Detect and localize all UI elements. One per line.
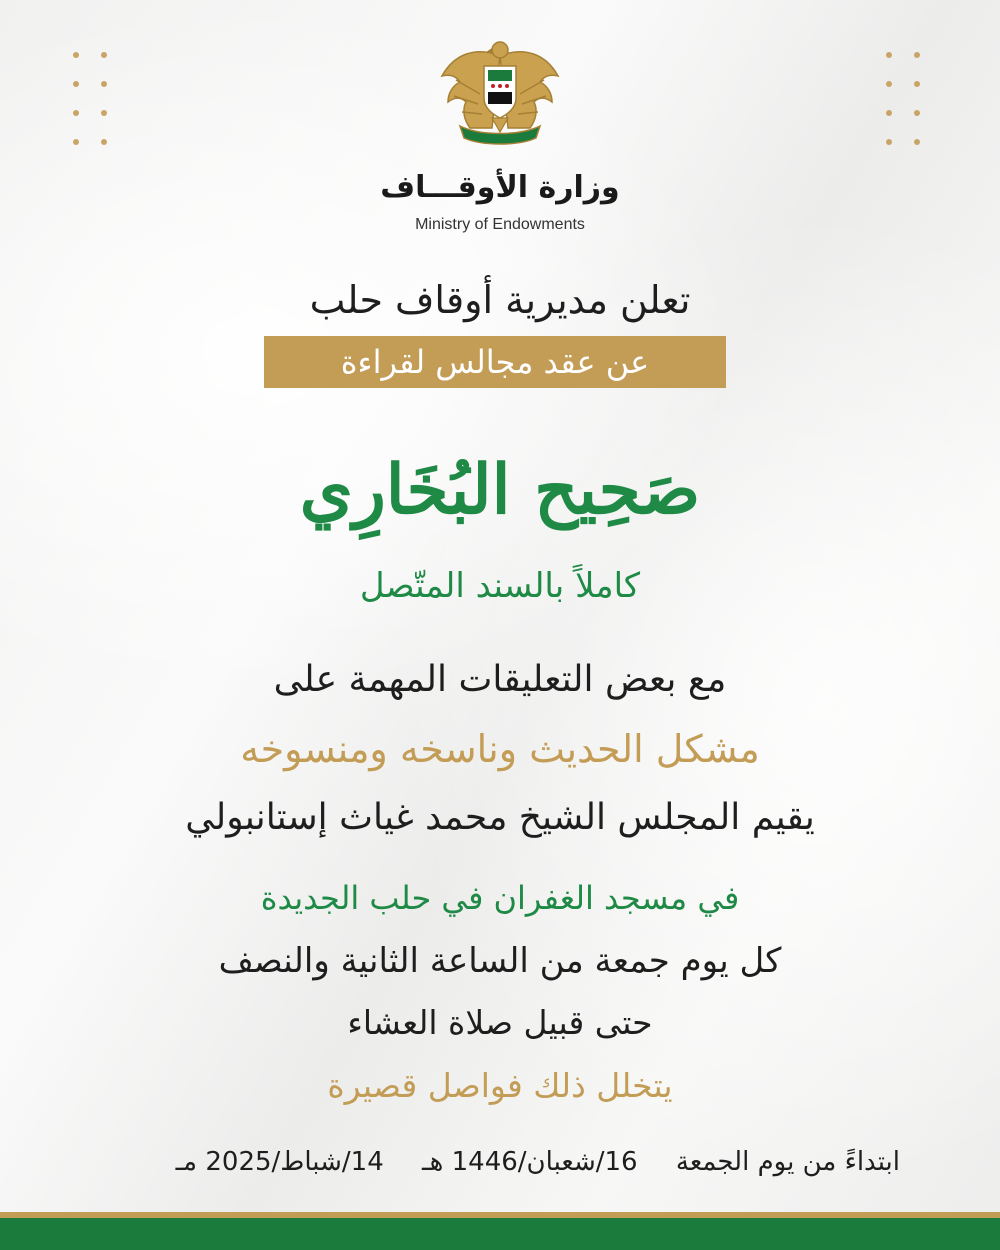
banner-text: عن عقد مجالس لقراءة	[340, 343, 650, 381]
book-subtitle: كاملاً بالسند المتّصل	[359, 566, 641, 606]
decorative-dots-left	[73, 52, 107, 145]
eagle-emblem-icon	[436, 36, 564, 148]
book-title: صَحِيح البُخَارِي	[299, 450, 701, 530]
decorative-dots-right	[886, 52, 920, 145]
sheikh-line: يقيم المجلس الشيخ محمد غياث إستانبولي	[185, 797, 815, 838]
ministry-name-english: Ministry of Endowments	[415, 216, 585, 233]
location-line: في مسجد الغفران في حلب الجديدة	[260, 879, 740, 917]
ministry-name-arabic: وزارة الأوقـــاف	[380, 170, 620, 205]
start-date-hijri: 16/شعبان/1446 هـ	[422, 1147, 638, 1177]
commentary-topic: مشكل الحديث وناسخه ومنسوخه	[240, 727, 760, 771]
start-date-intro: ابتداءً من يوم الجمعة	[675, 1147, 900, 1177]
footer-green-bar	[0, 1218, 1000, 1250]
gold-banner	[264, 336, 726, 388]
breaks-note: يتخلل ذلك فواصل قصيرة	[327, 1066, 673, 1105]
start-date	[60, 1138, 900, 1186]
commentary-line: مع بعض التعليقات المهمة على	[273, 659, 727, 700]
start-date-gregorian: 14/شباط/2025 مـ	[175, 1147, 384, 1177]
announcement-intro: تعلن مديرية أوقاف حلب	[309, 278, 691, 322]
schedule-end-line: حتى قبيل صلاة العشاء	[347, 1003, 653, 1042]
schedule-line: كل يوم جمعة من الساعة الثانية والنصف	[218, 941, 782, 981]
